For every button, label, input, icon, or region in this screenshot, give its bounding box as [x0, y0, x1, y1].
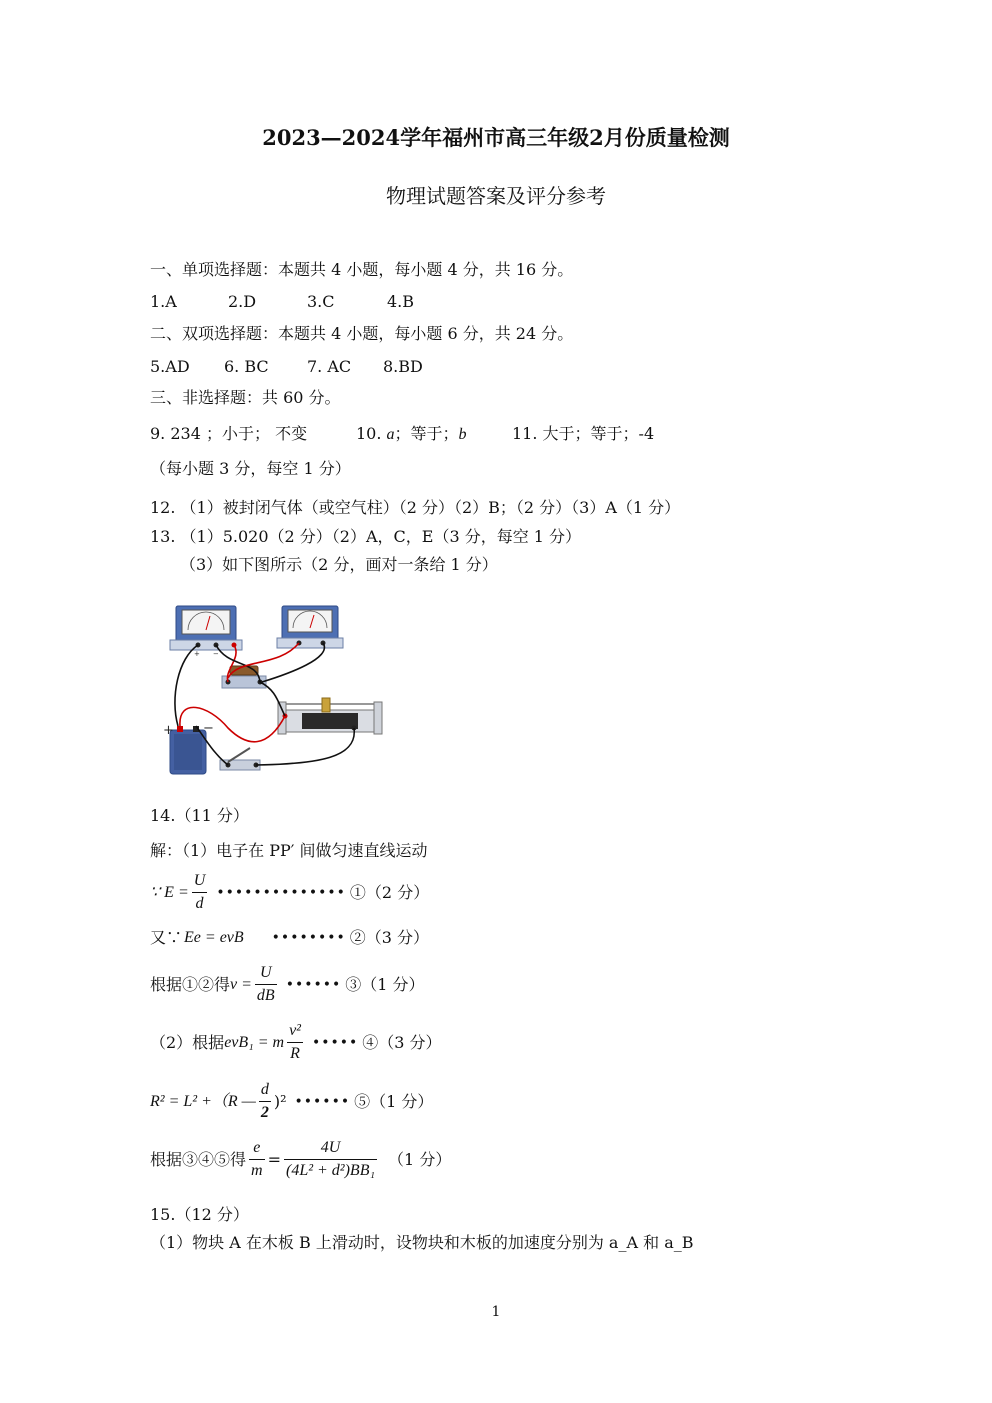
answer-1: 1.A — [150, 292, 177, 311]
answer-9: 9. 234 ；小于； 不变 — [150, 424, 308, 443]
section1-heading: 一、单项选择题：本题共 4 小题，每小题 4 分，共 16 分。 — [150, 260, 574, 279]
battery-minus-label: − — [203, 721, 214, 736]
answer-7: 7. AC — [307, 357, 352, 376]
answer-2: 2.D — [228, 292, 257, 311]
answer-6: 6. BC — [224, 357, 269, 376]
equation-4: （2）根据 evB₁ = m $\frac{\text{v²}}{R}$ ••••• ④（3 分） — [150, 1022, 442, 1062]
q15-heading: 15.（12 分） — [150, 1205, 249, 1224]
q14-line1: 解：（1）电子在 PP′ 间做匀速直线运动 — [150, 841, 428, 860]
equation-1: ∵ E = $\frac{U}{d}$ •••••••••••••• ①（2 分） — [150, 872, 430, 912]
section2-heading: 二、双项选择题：本题共 4 小题，每小题 6 分，共 24 分。 — [150, 324, 574, 343]
battery-plus-label: + — [163, 723, 174, 738]
ammeter-minus-label: − — [213, 650, 219, 658]
answer-13-part3: （3）如下图所示（2 分，画对一条给 1 分） — [180, 555, 498, 574]
page-title: 2023—2024学年福州市高三年级2月份质量检测 — [262, 125, 730, 150]
equation-6: 根据③④⑤得 $\frac{e}{m}$ = $\frac{4U}{\text{(4L² + d²)BB₁}}$ （1 分） — [150, 1139, 452, 1179]
answer-10: 10. a；等于；b — [356, 424, 467, 443]
section3-heading: 三、非选择题：共 60 分。 — [150, 388, 341, 407]
answer-5: 5.AD — [150, 357, 190, 376]
circuit-diagram — [158, 598, 394, 780]
ammeter — [170, 606, 242, 650]
equation-2: 又∵ Ee = evB •••••••• ②（3 分） — [150, 928, 430, 947]
answer-3: 3.C — [307, 292, 335, 311]
answer-4: 4.B — [387, 292, 415, 311]
answer-13-part1: 13. （1）5.020（2 分）（2）A，C，E（3 分，每空 1 分） — [150, 527, 582, 546]
ammeter-plus-label: + — [194, 650, 200, 658]
equation-5: R² = L² +（R — $\frac{d}{2}$ )² •••••• ⑤（1 分） — [150, 1081, 434, 1121]
equation-3: 根据①②得 v = $\frac{U}{dB}$ •••••• ③（1 分） — [150, 964, 425, 1004]
page-subtitle: 物理试题答案及评分参考 — [386, 184, 606, 208]
q15-line1: （1）物块 A 在木板 B 上滑动时，设物块和木板的加速度分别为 a_A 和 a_B — [150, 1233, 694, 1252]
voltmeter — [277, 606, 343, 648]
scoring-note: （每小题 3 分，每空 1 分） — [150, 459, 351, 478]
q14-heading: 14.（11 分） — [150, 806, 249, 825]
answer-11: 11. 大于；等于；-4 — [512, 424, 655, 443]
answer-12: 12. （1）被封闭气体（或空气柱）（2 分）（2）B；（2 分）（3）A（1 分） — [150, 498, 681, 517]
rheostat — [278, 698, 382, 734]
switch — [220, 748, 260, 770]
answer-8: 8.BD — [383, 357, 423, 376]
page-number: 1 — [491, 1304, 501, 1320]
